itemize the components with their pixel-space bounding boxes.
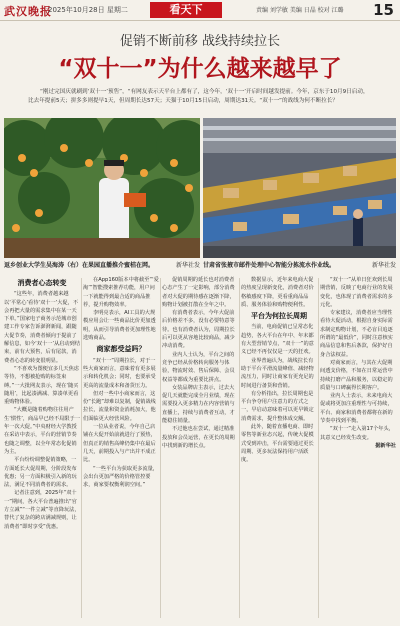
photo-left-caption bbox=[4, 260, 200, 269]
paragraph: 女装品牌店主表示，过去大促几天就能完成全月业绩，现在需要投入更多精力在内容营销与直播上，持续与消费者互动，才能稳住销量。 bbox=[162, 384, 235, 425]
paragraph: 有消费者表示，今年大促前后价格差不多，没有必要特意等待。也有消费者认为，周期拉长后可以更从容地比较商品，减少冲动消费。 bbox=[162, 310, 235, 350]
paragraph: 业内人士表示，未来电商大促或将更加注重理性与可持续，平台、商家和消费者都将在新的节奏中找到平衡。 bbox=[320, 393, 393, 425]
paragraph: 促销周期的延长也对消费者心态产生了一定影响，部分消费者对大促的期待感在逐渐下降，购物计划被打散在全年之中。 bbox=[162, 277, 235, 308]
photo-left-caption-text: 返乡创业大学生吴海涛（右）在果园直播推介蜜桔在网。 bbox=[4, 262, 155, 269]
paragraph: 对商家而言，与其在大促期间透支价格，不如在日常运营中持续打磨产品和服务，以稳定的质量与口碑赢得长期客户。 bbox=[320, 359, 393, 391]
paragraph: 此外，随着直播电商、即时零售等新业态兴起，传统大促模式受到冲击，平台需要通过更长周期、更多玩法保持用户活跃度。 bbox=[241, 424, 314, 464]
paragraph: 李明亮表示，AI工具的大规模应用会让一些商品比价更加透明，从而引导消费者更加理性地选购商品。 bbox=[83, 310, 156, 342]
paragraph: 业界普遍认为，战线拉长有助于平台平滑流量峰值、减轻物流压力，同时让商家有更充足的时间进行备货和营销。 bbox=[241, 357, 314, 389]
paragraph: “双十一”走入第17个年头，其意义已经发生改变。 bbox=[320, 426, 394, 441]
paragraph: 平台纷纷调整促销策略，一方面延长大促周期，分阶段发布优惠；另一方面积极引入新的玩法，满足不同消费者的需求。 bbox=[4, 457, 77, 489]
paragraph: “这些年，消费者越来越以‘平常心’看待‘双十一’大促，不会再把大量的需求集中在某一天下单。”国家电子商务示范城市创建工作专家告诉澎湃新闻，跟随大促节奏，消费者倾向于提前了解信息，如今‘双十一’从启动到结束，前有大预售，后有尾款，消费者心态的转变很明显。 bbox=[4, 291, 80, 364]
sorting-line-illustration bbox=[203, 118, 396, 258]
photo-right-caption bbox=[203, 260, 396, 269]
paragraph: 但对一些中小商家而言，这份“长跑”却难以复制，促销战线拉长，流量和资金消耗加大，他们面临更大经营风险。 bbox=[83, 390, 156, 422]
newspaper-logo: 武汉晚报 bbox=[4, 5, 52, 18]
photo-right-credit: 新华社发 bbox=[371, 262, 396, 269]
subheading: 平台为何拉长周期 bbox=[251, 312, 307, 321]
issue-date: 2025年10月28日 星期二 bbox=[48, 6, 128, 14]
paragraph: 数据显示，近年来电商大促的热度呈现新变化，消费者对价格敏感度下降，更看重商品品质、服务体验和购物便利性。 bbox=[241, 277, 314, 308]
masthead bbox=[0, 0, 400, 21]
column-divider bbox=[81, 278, 82, 618]
photo-sorting-line bbox=[203, 118, 396, 258]
paragraph: “大概是随着购物往往用产生‘惯性’，商品早已经不局限于一年一次大促。”中央财经大学教授在采访中表示，平台的营销节奏也随之调整，以全年常态化促销为主。 bbox=[4, 407, 80, 455]
paragraph: “不喜欢为图便宜多几天焦虑等待，不想被抢购的标签束缚。”一大批网友表示，现在‘随买随用’，比起凑满减、算凑单更看重购物体验。 bbox=[4, 365, 79, 406]
orchard-illustration bbox=[4, 118, 200, 258]
subheading: 消费者心态转变 bbox=[17, 279, 67, 287]
column-divider bbox=[239, 278, 240, 618]
column-divider bbox=[160, 278, 161, 618]
paragraph: 记者注意到，2025年“双十一”期间，各大平台普遍推出“官方立减”“一件立减”等直降玩法，替代了复杂的跨店满减规则，让消费者“即时享受”优惠。 bbox=[4, 490, 80, 530]
lead-paragraph: “刚过完国庆就刷到‘双十一’预售”，“有网友表示天平台上都有了，这今年，‘双十一’开启时间越发提前。今年，京东于10月9日启动，比去年提前5天；拼多多则提早1天，但周期长达57天；天猫于10月15日启动，周期达31天。“双十一”的战线为何不断拉长？ bbox=[28, 89, 369, 104]
kicker-title: 促销不断前移 战线持续拉长 bbox=[119, 34, 281, 49]
column-divider bbox=[318, 278, 319, 618]
paragraph: “双十一”周期拉长，对于一些大商家而言，意味着有更多展示和转化机会；同时，也要承受更高的流量成本和备货压力。 bbox=[83, 357, 156, 389]
photo-orchard bbox=[4, 118, 200, 258]
paragraph: 业内人士认为，平台之间的竞争已经从价格转向服务与体验，物流时效、售后保障、会员权益等都成为重要比拼点。 bbox=[162, 351, 235, 383]
paragraph: 在App160版本中将截至“‘爱淘’”智能搜索推荐功能，用户问一下就能得到最合适的商品推荐，提升购物效率。 bbox=[83, 277, 159, 308]
section-banner: 看天下 bbox=[150, 2, 222, 18]
article-column-5 bbox=[320, 276, 396, 622]
photo-right-caption-text: 甘肃省张掖市邮件处理中心智能分拣流水作业线。 bbox=[203, 262, 336, 269]
paragraph: “一些平台为获取更多流量，会出台更加严格的价格管控要求，商家要权衡利润空间。” bbox=[83, 465, 158, 489]
paragraph: 有分析指出，拉长周期也是平台争夺用户注意力的方式之一，早启动意味着可以更早锁定消费需求，提升整体成交额。 bbox=[241, 390, 314, 422]
article-column-3 bbox=[162, 276, 238, 622]
photo-left-credit: 新华社发 bbox=[175, 262, 200, 269]
article-column-2 bbox=[83, 276, 159, 622]
page-number: 15 bbox=[373, 1, 394, 19]
article-column-4 bbox=[241, 276, 317, 622]
article-source: 据新华社 bbox=[375, 442, 396, 449]
headline: “双十一”为什么越来越早了 bbox=[58, 56, 342, 82]
subheading: 商家都受益吗？ bbox=[96, 345, 146, 354]
article-column-1 bbox=[4, 276, 80, 622]
paragraph: 一位从业者说，今年自己店铺在大促开始前就进行了预热，但真正的销售高峰仍集中在最后几天，前期投入与产出并不成正比。 bbox=[83, 424, 156, 464]
paragraph: 专家建议，消费者应当理性看待大促活动，根据自身实际需求制定购物计划，不必盲目追逐所谓的“最低价”，同时注意核实商品信息和售后条款，保护好自身合法权益。 bbox=[320, 310, 393, 358]
paragraph: “双十一”从单日狂欢到长周期营销，反映了电商行业的发展变化，也体现了消费者需求的多元化。 bbox=[320, 277, 393, 308]
editor-credits: 责编 刘学敏 美编 日晶 校对 江璐 bbox=[256, 7, 344, 14]
paragraph: 不过他也在尝试，通过精准投放和会员运营，在更长的周期中找到新的增长点。 bbox=[162, 426, 235, 449]
paragraph: 当前，电商促销已呈常态化趋势，各大平台在年中、年末都有大型营销节点，“双十一”的意义已经不再仅仅是一天的狂欢。 bbox=[241, 324, 314, 356]
